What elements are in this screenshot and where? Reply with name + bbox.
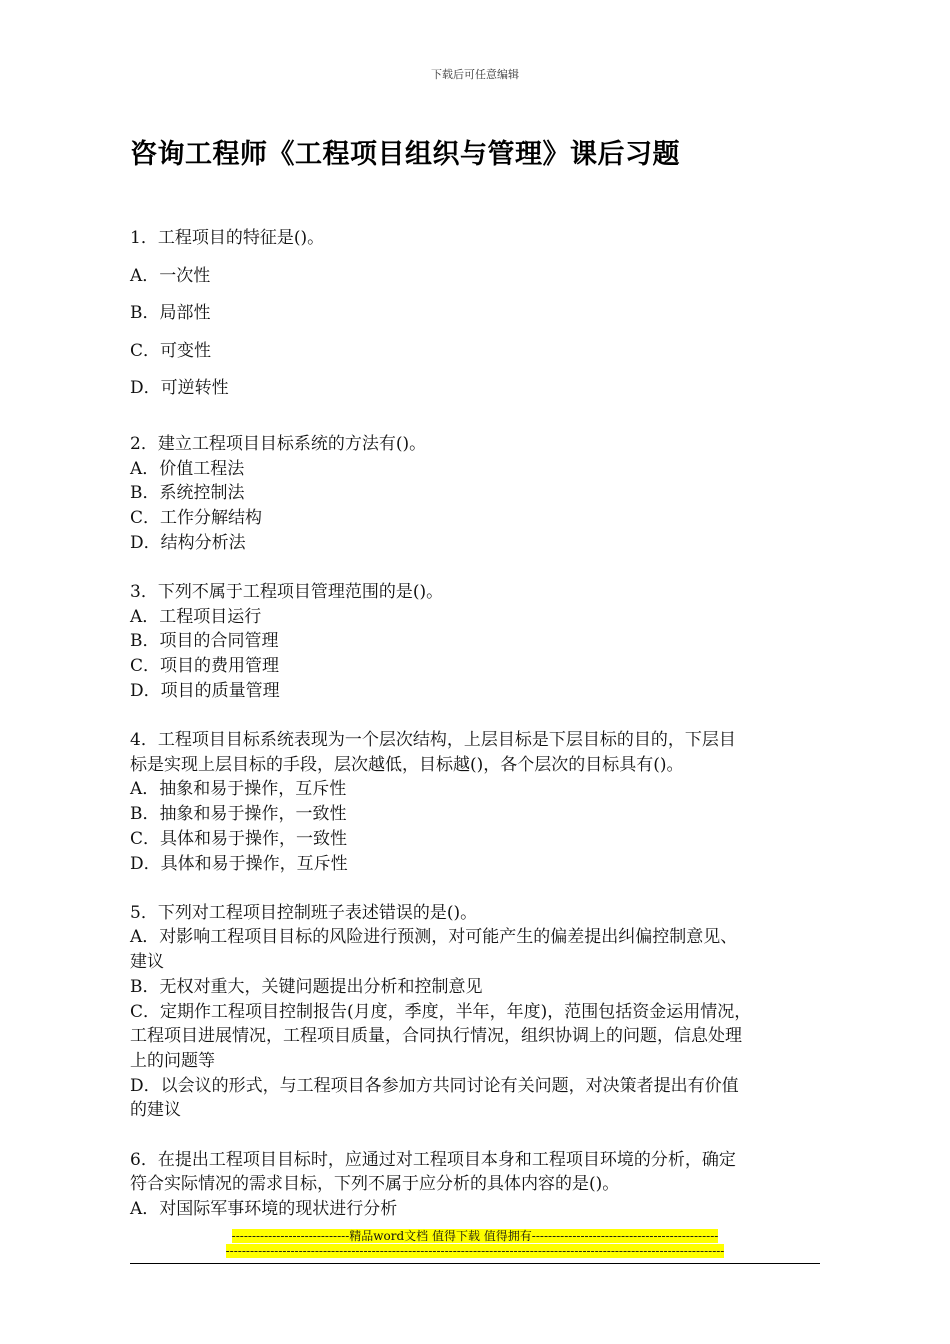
question-3: [130, 580, 830, 704]
option-d: 的建议: [130, 1100, 181, 1121]
question-list: [130, 432, 830, 1246]
header-note: 下载后可任意编辑: [431, 68, 519, 81]
question-stem: 标是实现上层目标的手段，层次越低，目标越()，各个层次的目标具有()。: [130, 754, 684, 775]
question-2: [130, 432, 830, 556]
question-stem: 2．建立工程项目目标系统的方法有()。: [130, 434, 427, 454]
question-1: [130, 226, 324, 414]
option-d: D．结构分析法: [130, 532, 246, 553]
question-6: [130, 1148, 830, 1222]
option-b: B．系统控制法: [130, 483, 245, 504]
question-stem: 符合实际情况的需求目标，下列不属于应分析的具体内容的是()。: [130, 1174, 620, 1195]
option-a: 建议: [130, 952, 164, 973]
question-stem: 4．工程项目目标系统表现为一个层次结构，上层目标是下层目标的目的，下层目: [130, 730, 736, 751]
footer-banner-line-2: ---------------------------------------------------------------------------------------------------------------------------: [225, 1244, 725, 1258]
question-4: [130, 728, 830, 876]
option-b: B．无权对重大，关键问题提出分析和控制意见: [130, 976, 483, 997]
option-b: B．项目的合同管理: [130, 631, 279, 652]
footer-banner: [130, 1229, 820, 1259]
option-a: A．对影响工程项目目标的风险进行预测，对可能产生的偏差提出纠偏控制意见、: [130, 927, 738, 948]
footer-banner-line-1: -----------------------------精品word文档 值得下载 值得拥有----------------------------------------------: [231, 1229, 719, 1243]
option-c: C．可变性: [130, 340, 212, 361]
option-d: D．具体和易于操作，互斥性: [130, 853, 348, 874]
option-c: C．定期作工程项目控制报告(月度，季度，半年，年度)，范围包括资金运用情况，: [130, 1001, 752, 1022]
document-title: 咨询工程师《工程项目组织与管理》课后习题: [130, 139, 680, 170]
option-a: A．一次性: [130, 265, 211, 286]
option-c: C．工作分解结构: [130, 508, 263, 529]
footer-divider: [130, 1263, 820, 1264]
question-stem: 3．下列不属于工程项目管理范围的是()。: [130, 582, 444, 603]
question-5: [130, 901, 830, 1123]
option-b: B．局部性: [130, 303, 211, 323]
option-c: 上的问题等: [130, 1050, 215, 1071]
option-d: D．以会议的形式，与工程项目各参加方共同讨论有关问题，对决策者提出有价值: [130, 1075, 739, 1096]
question-stem: 6．在提出工程项目目标时，应通过对工程项目本身和工程项目环境的分析，确定: [130, 1149, 736, 1170]
option-b: B．抽象和易于操作，一致性: [130, 804, 347, 825]
option-a: A．抽象和易于操作，互斥性: [130, 779, 347, 800]
option-d: D．可逆转性: [130, 378, 229, 398]
option-c: C．项目的费用管理: [130, 656, 280, 677]
question-stem: 5．下列对工程项目控制班子表述错误的是()。: [130, 902, 478, 923]
option-a: A．工程项目运行: [130, 606, 262, 627]
option-c: C．具体和易于操作，一致性: [130, 828, 348, 849]
option-a: A．对国际军事环境的现状进行分析: [130, 1198, 398, 1219]
option-d: D．项目的质量管理: [130, 680, 280, 701]
option-a: A．价值工程法: [130, 458, 245, 479]
question-stem: 1．工程项目的特征是()。: [130, 228, 325, 248]
option-c: 工程项目进展情况，工程项目质量，合同执行情况，组织协调上的问题，信息处理: [130, 1026, 742, 1047]
